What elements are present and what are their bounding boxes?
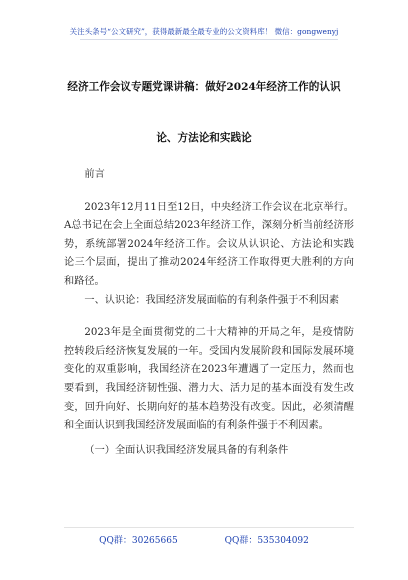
spacer <box>64 310 354 324</box>
spacer <box>64 185 354 199</box>
page-footer <box>0 533 408 546</box>
document-title-line-1: 经济工作会议专题党课讲稿：做好2024年经济工作的认识 <box>67 81 341 93</box>
footer-qq-group-2: QQ群：535304092 <box>224 536 309 546</box>
document-body <box>64 166 354 460</box>
header-divider <box>80 39 338 40</box>
page-header <box>0 26 408 37</box>
footer-qq-group-1: QQ群：30265665 <box>99 536 178 546</box>
header-notice: 关注头条号“公文研究”，获得最新最全最专业的公文资料库！ 微信：gongwenyj <box>69 27 339 36</box>
body-paragraph: 2023年12月11日至12日，中央经济工作会议在北京举行。A总书记在会上全面总结2023年经济工作，深刻分析当前经济形势，系统部署2024年经济工作。会议从认识论、方法论和实践论三个层面，提出了推动2024年经济工作取得更大胜利的方向和路径。 <box>64 201 354 287</box>
body-paragraph: 2023年是全面贯彻党的二十大精神的开局之年，是疫情防控转段后经济恢复发展的一年。受国内发展阶段和国际发展环境变化的双重影响，我国经济在2023年遭遇了一定压力，然而也要看到，我国经济韧性强、潜力大、活力足的基本面没有发生改变，回升向好、长期向好的基本趋势没有改变。因此，必须清醒和全面认识到我国经济发展面临的有利条件强于不利因素。 <box>64 327 354 432</box>
document-title-line-2: 论、方法论和实践论 <box>156 132 252 144</box>
subsection-heading: （一）全面认识我国经济发展具备的有利条件 <box>84 444 289 456</box>
preface-label: 前言 <box>84 169 105 180</box>
section-heading: 一、认识论：我国经济发展面临的有利条件强于不利因素 <box>84 294 340 306</box>
footer-divider <box>64 527 354 528</box>
